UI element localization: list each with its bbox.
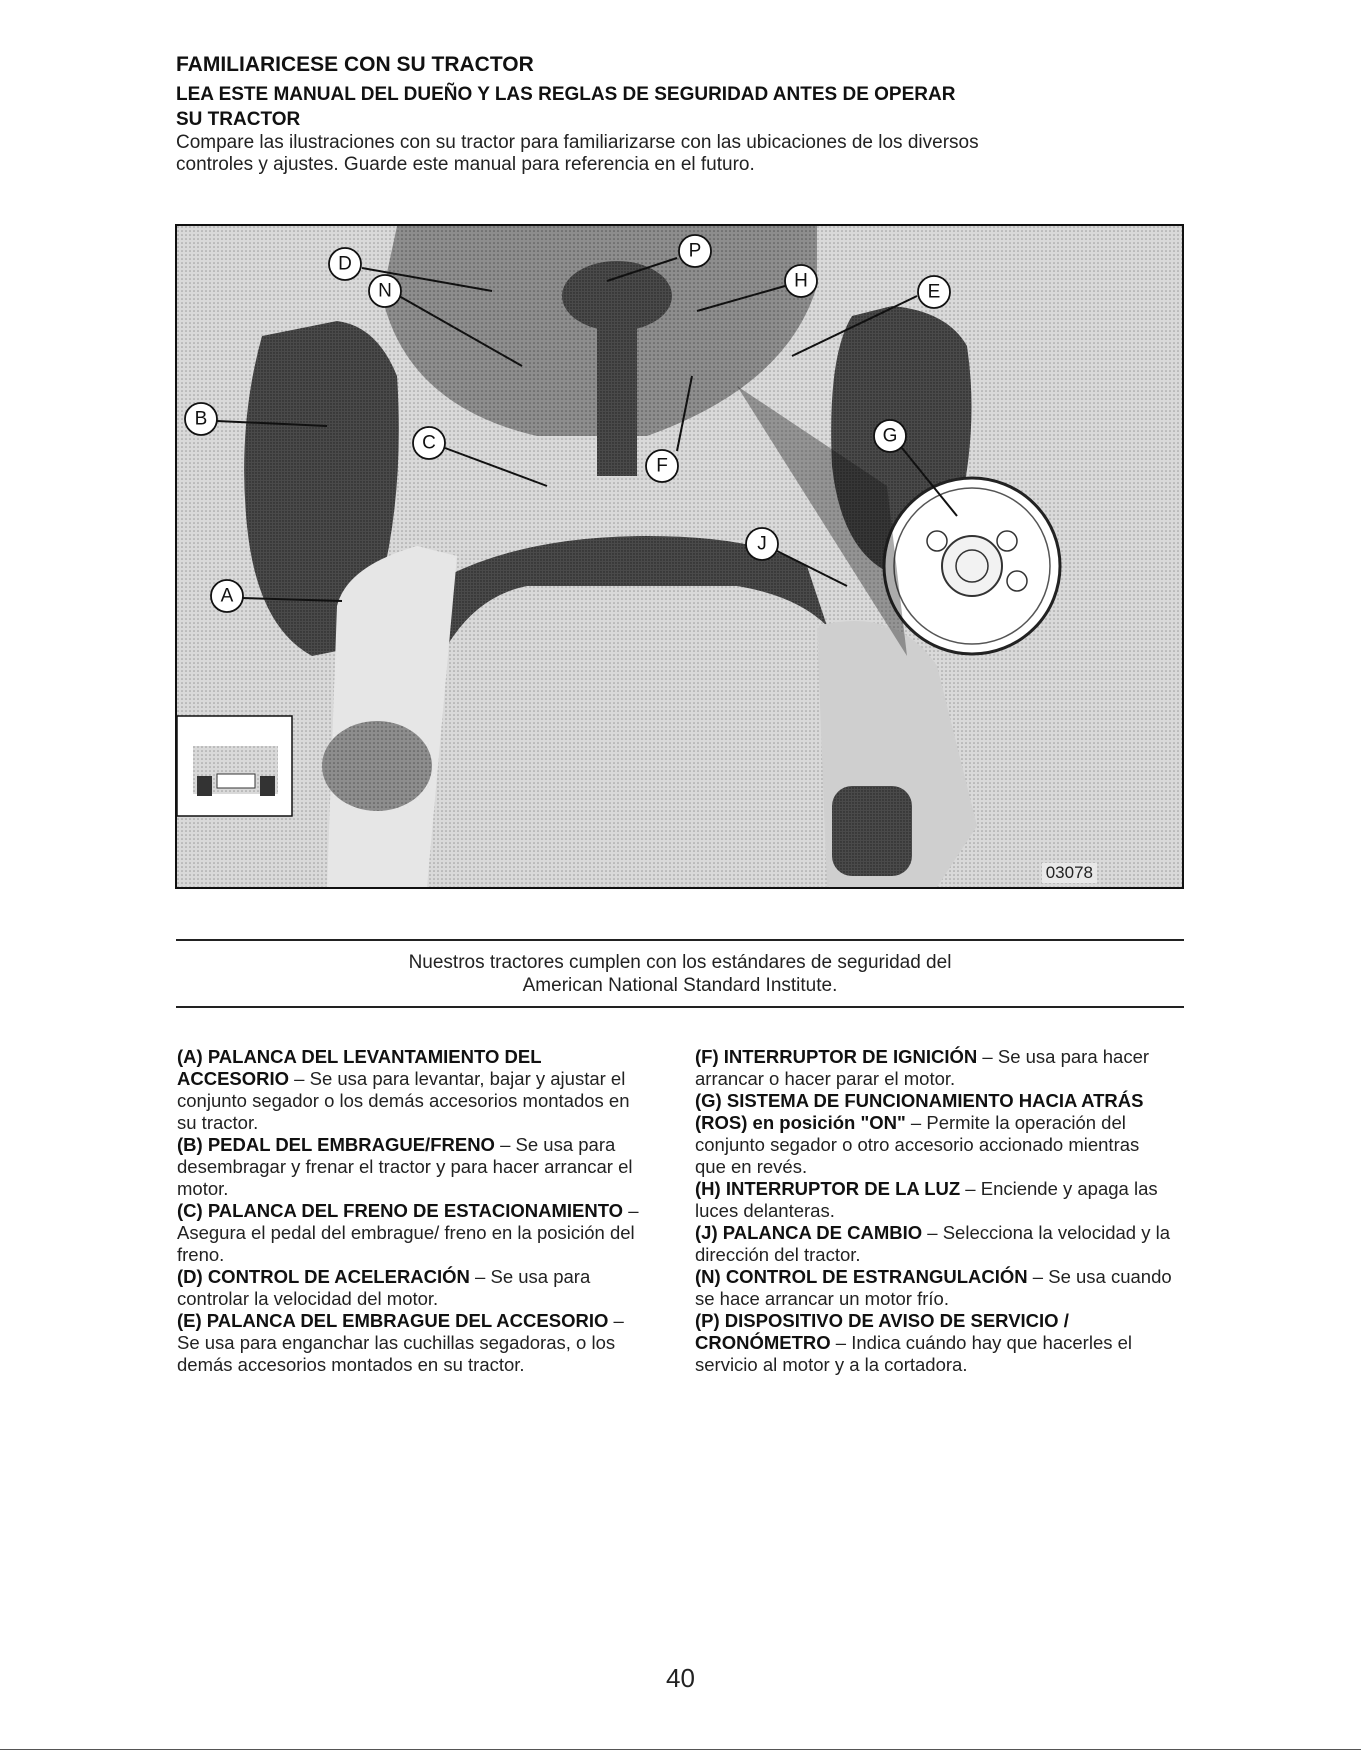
term-g: (G) SISTEMA DE FUNCIONAMIENTO HACIA ATRÁS (ROS) en posición "ON" <box>695 1090 1144 1133</box>
safety-subtitle-line-1: LEA ESTE MANUAL DEL DUEÑO Y LAS REGLAS DE SEGURIDAD ANTES DE OPERAR <box>176 84 956 105</box>
intro-line-1: Compare las ilustraciones con su tractor para familiarizarse con las ubicaciones de los diversos <box>176 132 979 153</box>
callout-f <box>646 450 678 482</box>
callout-c <box>413 427 445 459</box>
definition-c <box>177 1200 647 1266</box>
callout-e-letter: E <box>927 281 941 303</box>
callout-f-letter: F <box>656 455 668 477</box>
desc-b: – Se usa para desembragar y frenar el tractor y para hacer arrancar el motor. <box>177 1134 633 1199</box>
top-divider <box>176 939 1184 941</box>
definition-d <box>177 1266 647 1310</box>
term-h: (H) INTERRUPTOR DE LA LUZ <box>695 1178 961 1199</box>
page-bottom-line <box>0 1749 1361 1750</box>
callout-d-letter: D <box>338 253 352 275</box>
callout-a-letter: A <box>220 585 234 607</box>
term-a: (A) PALANCA DEL LEVANTAMIENTO DEL ACCESORIO <box>177 1046 542 1089</box>
callout-g-letter: G <box>882 425 898 447</box>
desc-j: – Selecciona la velocidad y la dirección del tractor. <box>695 1222 1170 1265</box>
callout-p-letter: P <box>688 240 702 262</box>
callout-j <box>746 528 778 560</box>
definition-p <box>695 1310 1175 1376</box>
callout-a <box>211 580 243 612</box>
desc-p: – Indica cuándo hay que hacerles el servicio al motor y a la cortadora. <box>695 1332 1133 1375</box>
definition-f <box>695 1046 1175 1090</box>
term-c: (C) PALANCA DEL FRENO DE ESTACIONAMIENTO <box>177 1200 624 1221</box>
definition-h <box>695 1178 1175 1222</box>
callout-c-letter: C <box>422 432 436 454</box>
right-column-definitions <box>695 1046 1175 1376</box>
callout-n-letter: N <box>378 280 392 302</box>
definition-j <box>695 1222 1175 1266</box>
desc-g: – Permite la operación del conjunto segador o otro accesorio accionado mientras que en revés. <box>695 1112 1140 1177</box>
callout-e <box>918 276 950 308</box>
intro-line-2: controles y ajustes. Guarde este manual para referencia en el futuro. <box>176 154 755 175</box>
callout-d <box>329 248 361 280</box>
callout-p <box>679 235 711 267</box>
standards-line-1: Nuestros tractores cumplen con los estándares de seguridad del <box>408 952 952 973</box>
page-header <box>176 52 1176 176</box>
definition-g <box>695 1090 1175 1178</box>
callout-b <box>185 403 217 435</box>
definition-b <box>177 1134 647 1200</box>
desc-a: – Se usa para levantar, bajar y ajustar el conjunto segador o los demás accesorios montados en su tractor. <box>177 1068 630 1133</box>
definition-a <box>177 1046 647 1134</box>
definition-n <box>695 1266 1175 1310</box>
desc-n: – Se usa cuando se hace arrancar un motor frío. <box>695 1266 1172 1309</box>
term-e: (E) PALANCA DEL EMBRAGUE DEL ACCESORIO <box>177 1310 609 1331</box>
callout-b-letter: B <box>194 408 208 430</box>
desc-d: – Se usa para controlar la velocidad del motor. <box>177 1266 591 1309</box>
term-f: (F) INTERRUPTOR DE IGNICIÓN <box>695 1046 978 1067</box>
safety-subtitle-line-2: SU TRACTOR <box>176 109 301 130</box>
term-b: (B) PEDAL DEL EMBRAGUE/FRENO <box>177 1134 495 1155</box>
callout-g <box>874 420 906 452</box>
tractor-illustration-svg <box>177 226 1182 887</box>
callout-n <box>369 275 401 307</box>
callout-j-letter: J <box>757 533 767 555</box>
desc-e: – Se usa para enganchar las cuchillas segadoras, o los demás accesorios montados en su tractor. <box>177 1310 624 1375</box>
bottom-divider <box>176 1006 1184 1008</box>
term-p: (P) DISPOSITIVO DE AVISO DE SERVICIO / CRONÓMETRO <box>695 1310 1069 1353</box>
figure-id: 03078 <box>1042 863 1097 883</box>
definition-e <box>177 1310 647 1376</box>
desc-c: – Asegura el pedal del embrague/ freno en la posición del freno. <box>177 1200 639 1265</box>
standards-line-2: American National Standard Institute. <box>522 975 838 996</box>
callout-h-letter: H <box>794 270 808 292</box>
standards-note <box>176 951 1184 997</box>
tractor-controls-illustration <box>175 224 1184 889</box>
term-d: (D) CONTROL DE ACELERACIÓN <box>177 1266 470 1287</box>
page-title: FAMILIARICESE CON SU TRACTOR <box>176 53 534 76</box>
term-n: (N) CONTROL DE ESTRANGULACIÓN <box>695 1266 1028 1287</box>
page-number: 40 <box>666 1663 695 1693</box>
desc-f: – Se usa para hacer arrancar o hacer parar el motor. <box>695 1046 1150 1089</box>
left-column-definitions <box>177 1046 647 1376</box>
callout-h <box>785 265 817 297</box>
desc-h: – Enciende y apaga las luces delanteras. <box>695 1178 1158 1221</box>
term-j: (J) PALANCA DE CAMBIO <box>695 1222 923 1243</box>
